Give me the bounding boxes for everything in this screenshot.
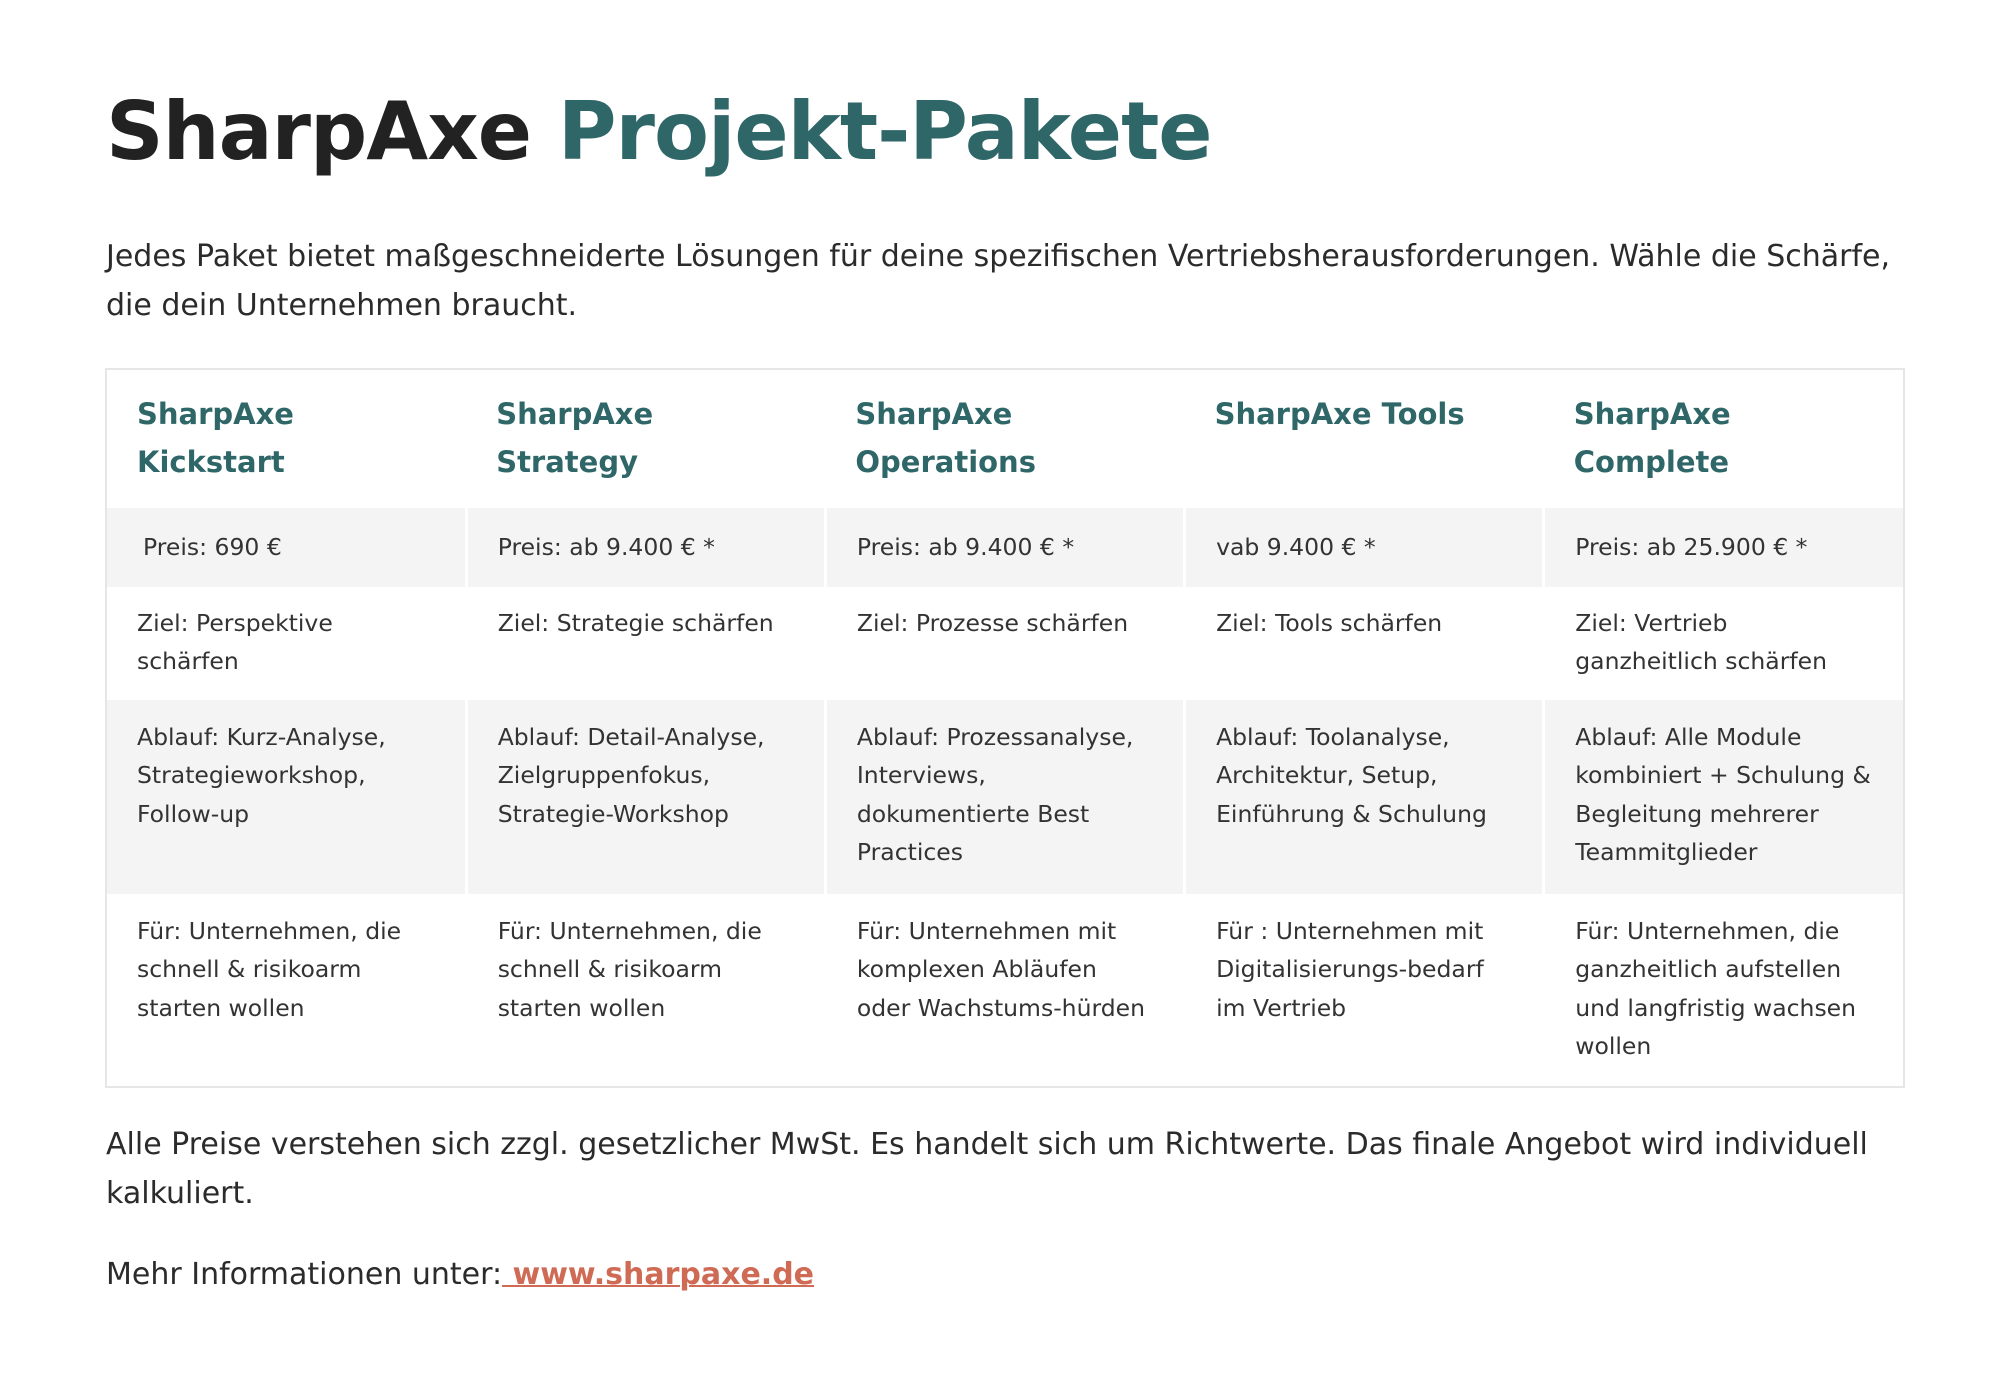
header-strategy: SharpAxe Strategy <box>496 397 654 479</box>
price-cell: vab 9.400 € * <box>1185 508 1544 587</box>
process-cell: Ablauf: Detail-Analyse, Zielgruppenfokus, Strategie-Workshop <box>466 700 825 894</box>
price-cell: Preis: ab 25.900 € * <box>1544 508 1903 587</box>
goal-cell: Ziel: Perspektive schärfen <box>137 608 333 675</box>
audience-cell: Für: Unternehmen, die schnell & risikoarm starten wollen <box>137 916 402 1022</box>
audience-cell: Für: Unternehmen, die schnell & risikoarm starten wollen <box>466 894 825 1086</box>
price-cell: Preis: ab 9.400 € * <box>825 508 1184 587</box>
audience-row <box>107 894 1903 1086</box>
process-cell: Ablauf: Alle Module kombiniert + Schulung & Begleitung mehrerer Teammitglieder <box>1544 700 1903 894</box>
process-cell: Ablauf: Toolanalyse, Architektur, Setup, Einführung & Schulung <box>1185 700 1544 894</box>
header-kickstart: SharpAxe Kickstart <box>137 397 294 479</box>
intro-text: Jedes Paket bietet maßgeschneiderte Lösungen für deine spezifischen Vertriebsherausforderungen. Wähle die Schärfe, die dein Unternehmen braucht. <box>106 239 1891 323</box>
table-header-row <box>107 370 1903 508</box>
website-link[interactable]: www.sharpaxe.de <box>502 1257 815 1292</box>
header-operations: SharpAxe Operations <box>855 397 1036 479</box>
goal-cell: Ziel: Vertrieb ganzheitlich schärfen <box>1544 587 1903 700</box>
price-row <box>107 508 1903 587</box>
audience-cell: Für: Unternehmen, die ganzheitlich aufstellen und langfristig wachsen wollen <box>1544 894 1903 1086</box>
price-cell: Preis: 690 € <box>107 508 466 587</box>
header-tools: SharpAxe Tools <box>1214 397 1465 431</box>
goal-cell: Ziel: Strategie schärfen <box>466 587 825 700</box>
more-info-label: Mehr Informationen unter: <box>106 1257 503 1292</box>
package-table <box>105 368 1905 1088</box>
audience-cell: Für: Unternehmen mit komplexen Abläufen oder Wachstums-hürden <box>825 894 1184 1086</box>
title-accent: Projekt-Pakete <box>557 85 1212 178</box>
audience-cell: Für : Unternehmen mit Digitalisierungs-bedarf im Vertrieb <box>1185 894 1544 1086</box>
more-info <box>106 1254 814 1296</box>
process-cell: Ablauf: Prozessanalyse, Interviews, dokumentierte Best Practices <box>825 700 1184 894</box>
price-footnote: Alle Preise verstehen sich zzgl. gesetzlicher MwSt. Es handelt sich um Richtwerte. Das finale Angebot wird individuell kalkuliert. <box>106 1127 1868 1211</box>
process-cell: Ablauf: Kurz-Analyse, Strategieworkshop, Follow-up <box>107 700 466 894</box>
goal-cell: Ziel: Prozesse schärfen <box>825 587 1184 700</box>
page-title <box>106 82 1896 182</box>
header-complete: SharpAxe Complete <box>1573 397 1731 479</box>
process-row <box>107 700 1903 894</box>
price-cell: Preis: ab 9.400 € * <box>466 508 825 587</box>
title-brand: SharpAxe <box>106 85 532 178</box>
goal-row <box>107 587 1903 700</box>
goal-cell: Ziel: Tools schärfen <box>1185 587 1544 700</box>
